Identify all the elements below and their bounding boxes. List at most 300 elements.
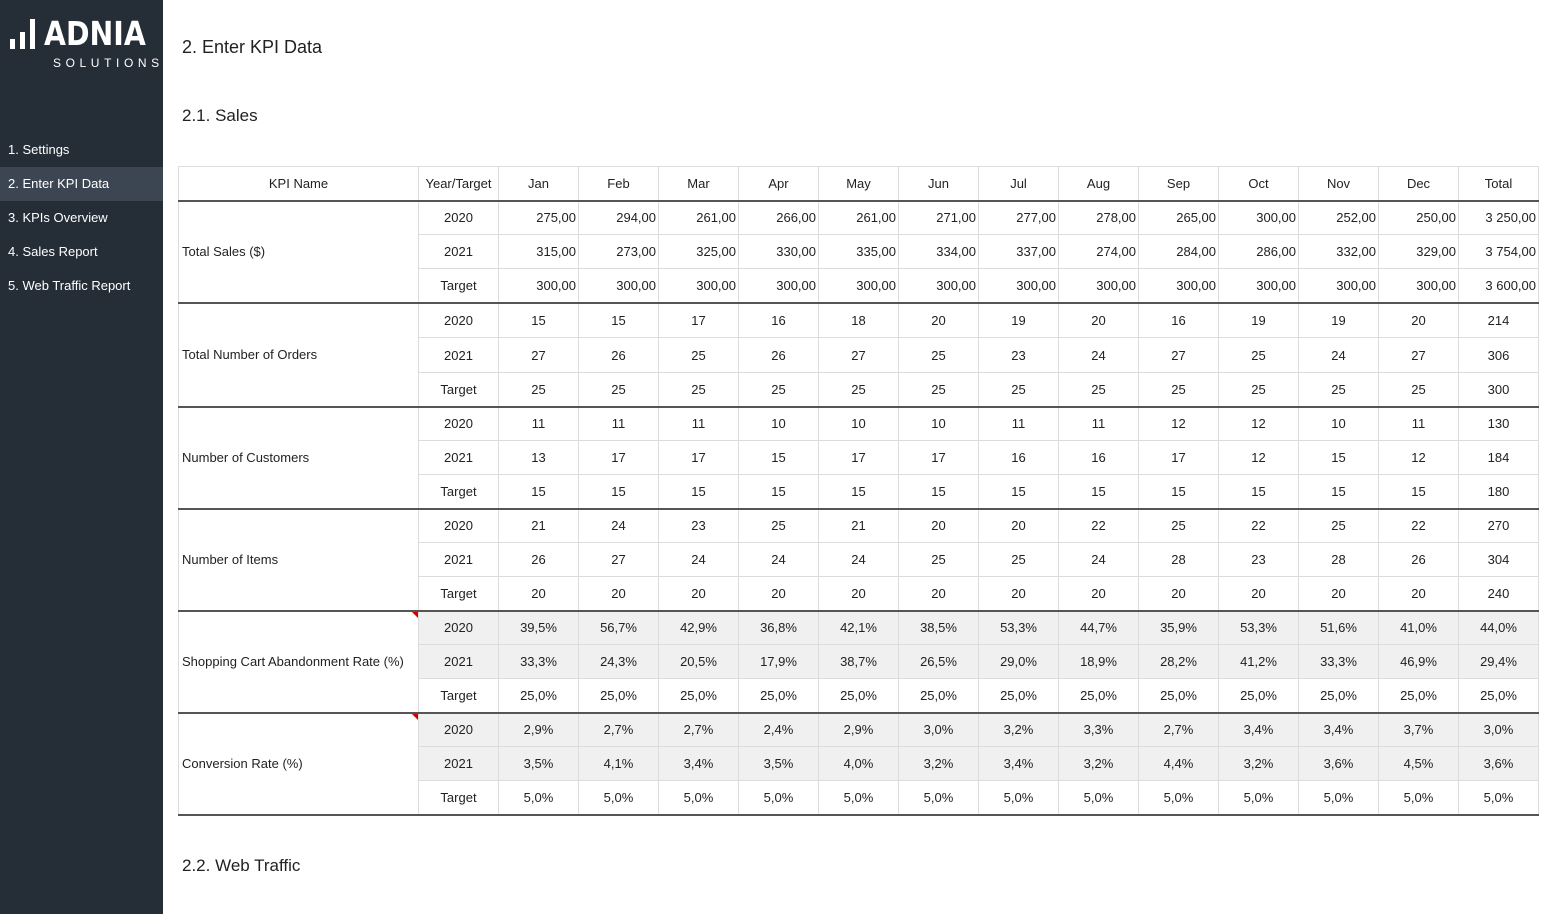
month-value-cell[interactable]: 2,9%	[499, 713, 579, 747]
comment-indicator-icon[interactable]	[412, 612, 418, 618]
month-value-cell[interactable]: 25,0%	[659, 679, 739, 713]
month-value-cell[interactable]: 24	[579, 509, 659, 543]
month-value-cell[interactable]: 250,00	[1379, 201, 1459, 235]
total-cell: 3 250,00	[1459, 201, 1539, 235]
month-value-cell[interactable]: 5,0%	[1219, 781, 1299, 815]
month-value-cell[interactable]: 17	[659, 303, 739, 338]
total-cell: 240	[1459, 577, 1539, 611]
month-value-cell[interactable]: 24	[819, 543, 899, 577]
month-value-cell[interactable]: 300,00	[819, 269, 899, 303]
month-value-cell[interactable]: 2,9%	[819, 713, 899, 747]
month-value-cell[interactable]: 20	[1059, 577, 1139, 611]
month-value-cell[interactable]: 25,0%	[739, 679, 819, 713]
month-value-cell[interactable]: 16	[1139, 303, 1219, 338]
month-value-cell[interactable]: 15	[739, 441, 819, 475]
month-value-cell[interactable]: 25	[1219, 338, 1299, 373]
month-value-cell[interactable]: 12	[1139, 407, 1219, 441]
month-value-cell[interactable]: 25,0%	[979, 679, 1059, 713]
month-value-cell[interactable]: 25	[1219, 373, 1299, 407]
month-value-cell[interactable]: 20	[899, 577, 979, 611]
kpi-name-label: Number of Customers	[182, 450, 310, 465]
month-value-cell[interactable]: 15	[579, 303, 659, 338]
total-cell: 3 600,00	[1459, 269, 1539, 303]
month-value-cell[interactable]: 56,7%	[579, 611, 659, 645]
month-value-cell[interactable]: 22	[1379, 509, 1459, 543]
month-value-cell[interactable]: 300,00	[979, 269, 1059, 303]
month-value-cell[interactable]: 25	[579, 373, 659, 407]
month-value-cell[interactable]: 20	[1379, 303, 1459, 338]
month-value-cell[interactable]: 25,0%	[1299, 679, 1379, 713]
column-header: Dec	[1379, 167, 1459, 201]
month-value-cell[interactable]: 5,0%	[1139, 781, 1219, 815]
month-value-cell[interactable]: 3,4%	[979, 747, 1059, 781]
month-value-cell[interactable]: 27	[819, 338, 899, 373]
month-value-cell[interactable]: 33,3%	[499, 645, 579, 679]
month-value-cell[interactable]: 12	[1219, 407, 1299, 441]
year-target-cell: Target	[419, 475, 499, 509]
logo-subtext: SOLUTIONS	[53, 56, 164, 70]
month-value-cell[interactable]: 3,2%	[1059, 747, 1139, 781]
total-cell: 5,0%	[1459, 781, 1539, 815]
column-header: May	[819, 167, 899, 201]
month-value-cell[interactable]: 26,5%	[899, 645, 979, 679]
year-target-cell: 2020	[419, 303, 499, 338]
month-value-cell[interactable]: 10	[739, 407, 819, 441]
page-title: 2. Enter KPI Data	[182, 37, 323, 57]
month-value-cell[interactable]: 25	[1299, 373, 1379, 407]
month-value-cell[interactable]: 3,4%	[1219, 713, 1299, 747]
month-value-cell[interactable]: 25	[1139, 373, 1219, 407]
month-value-cell[interactable]: 3,7%	[1379, 713, 1459, 747]
month-value-cell[interactable]: 10	[819, 407, 899, 441]
month-value-cell[interactable]: 15	[1299, 441, 1379, 475]
month-value-cell[interactable]: 11	[979, 407, 1059, 441]
month-value-cell[interactable]: 29,0%	[979, 645, 1059, 679]
month-value-cell[interactable]: 25	[899, 373, 979, 407]
month-value-cell[interactable]: 329,00	[1379, 235, 1459, 269]
month-value-cell[interactable]: 278,00	[1059, 201, 1139, 235]
total-cell: 214	[1459, 303, 1539, 338]
month-value-cell[interactable]: 11	[659, 407, 739, 441]
month-value-cell[interactable]: 20	[739, 577, 819, 611]
month-value-cell[interactable]: 5,0%	[1059, 781, 1139, 815]
table-body	[179, 201, 1539, 815]
month-value-cell[interactable]: 42,1%	[819, 611, 899, 645]
month-value-cell[interactable]: 27	[1139, 338, 1219, 373]
month-value-cell[interactable]: 15	[499, 303, 579, 338]
month-value-cell[interactable]: 20	[1059, 303, 1139, 338]
month-value-cell[interactable]: 25,0%	[1219, 679, 1299, 713]
month-value-cell[interactable]: 2,7%	[1139, 713, 1219, 747]
month-value-cell[interactable]: 252,00	[1299, 201, 1379, 235]
month-value-cell[interactable]: 39,5%	[499, 611, 579, 645]
month-value-cell[interactable]: 20	[899, 303, 979, 338]
month-value-cell[interactable]: 17	[659, 441, 739, 475]
month-value-cell[interactable]: 25	[739, 509, 819, 543]
month-value-cell[interactable]: 300,00	[1299, 269, 1379, 303]
table-row	[179, 611, 1539, 645]
section-title-web-traffic: 2.2. Web Traffic	[182, 856, 301, 875]
month-value-cell[interactable]: 4,5%	[1379, 747, 1459, 781]
total-cell: 29,4%	[1459, 645, 1539, 679]
month-value-cell[interactable]: 261,00	[659, 201, 739, 235]
month-value-cell[interactable]: 28	[1139, 543, 1219, 577]
month-value-cell[interactable]: 15	[899, 475, 979, 509]
year-target-cell: 2021	[419, 338, 499, 373]
month-value-cell[interactable]: 3,2%	[899, 747, 979, 781]
month-value-cell[interactable]: 3,0%	[899, 713, 979, 747]
month-value-cell[interactable]: 4,4%	[1139, 747, 1219, 781]
month-value-cell[interactable]: 337,00	[979, 235, 1059, 269]
month-value-cell[interactable]: 26	[739, 338, 819, 373]
month-value-cell[interactable]: 286,00	[1219, 235, 1299, 269]
kpi-name-cell	[179, 201, 419, 303]
column-header: Jan	[499, 167, 579, 201]
column-header: Mar	[659, 167, 739, 201]
month-value-cell[interactable]: 2,7%	[579, 713, 659, 747]
month-value-cell[interactable]: 11	[1059, 407, 1139, 441]
kpi-data-table	[178, 166, 1539, 816]
month-value-cell[interactable]: 5,0%	[659, 781, 739, 815]
table-header-row	[179, 167, 1539, 201]
month-value-cell[interactable]: 3,2%	[1219, 747, 1299, 781]
month-value-cell[interactable]: 25	[819, 373, 899, 407]
month-value-cell[interactable]: 277,00	[979, 201, 1059, 235]
month-value-cell[interactable]: 27	[579, 543, 659, 577]
month-value-cell[interactable]: 42,9%	[659, 611, 739, 645]
month-value-cell[interactable]: 15	[579, 475, 659, 509]
month-value-cell[interactable]: 3,6%	[1299, 747, 1379, 781]
total-cell: 300	[1459, 373, 1539, 407]
kpi-name-cell	[179, 611, 419, 713]
month-value-cell[interactable]: 20	[979, 509, 1059, 543]
month-value-cell[interactable]: 19	[1219, 303, 1299, 338]
month-value-cell[interactable]: 51,6%	[1299, 611, 1379, 645]
month-value-cell[interactable]: 24	[659, 543, 739, 577]
month-value-cell[interactable]: 2,4%	[739, 713, 819, 747]
month-value-cell[interactable]: 20	[899, 509, 979, 543]
month-value-cell[interactable]: 22	[1219, 509, 1299, 543]
column-header: Oct	[1219, 167, 1299, 201]
year-target-cell: 2020	[419, 611, 499, 645]
total-cell: 3 754,00	[1459, 235, 1539, 269]
column-header: Sep	[1139, 167, 1219, 201]
month-value-cell[interactable]: 21	[499, 509, 579, 543]
month-value-cell[interactable]: 15	[499, 475, 579, 509]
month-value-cell[interactable]: 17	[819, 441, 899, 475]
month-value-cell[interactable]: 265,00	[1139, 201, 1219, 235]
month-value-cell[interactable]: 5,0%	[1379, 781, 1459, 815]
kpi-name-label: Shopping Cart Abandonment Rate (%)	[182, 654, 404, 669]
month-value-cell[interactable]: 24	[1299, 338, 1379, 373]
total-cell: 180	[1459, 475, 1539, 509]
table-row	[179, 201, 1539, 235]
month-value-cell[interactable]: 26	[499, 543, 579, 577]
month-value-cell[interactable]: 25	[659, 338, 739, 373]
month-value-cell[interactable]: 300,00	[739, 269, 819, 303]
month-value-cell[interactable]: 275,00	[499, 201, 579, 235]
month-value-cell[interactable]: 15	[1139, 475, 1219, 509]
month-value-cell[interactable]: 23	[659, 509, 739, 543]
month-value-cell[interactable]: 15	[819, 475, 899, 509]
year-target-cell: 2021	[419, 543, 499, 577]
month-value-cell[interactable]: 17	[1139, 441, 1219, 475]
sidebar	[0, 0, 163, 914]
month-value-cell[interactable]: 11	[579, 407, 659, 441]
year-target-cell: 2020	[419, 713, 499, 747]
kpi-name-label: Number of Items	[182, 552, 279, 567]
month-value-cell[interactable]: 20	[1379, 577, 1459, 611]
month-value-cell[interactable]: 17	[899, 441, 979, 475]
month-value-cell[interactable]: 24	[739, 543, 819, 577]
month-value-cell[interactable]: 5,0%	[899, 781, 979, 815]
month-value-cell[interactable]: 24	[1059, 543, 1139, 577]
month-value-cell[interactable]: 19	[979, 303, 1059, 338]
month-value-cell[interactable]: 24	[1059, 338, 1139, 373]
month-value-cell[interactable]: 16	[979, 441, 1059, 475]
month-value-cell[interactable]: 25,0%	[1059, 679, 1139, 713]
month-value-cell[interactable]: 335,00	[819, 235, 899, 269]
month-value-cell[interactable]: 25	[1139, 509, 1219, 543]
month-value-cell[interactable]: 5,0%	[739, 781, 819, 815]
month-value-cell[interactable]: 3,5%	[499, 747, 579, 781]
month-value-cell[interactable]: 300,00	[1219, 201, 1299, 235]
column-header: Year/Target	[419, 167, 499, 201]
month-value-cell[interactable]: 46,9%	[1379, 645, 1459, 679]
month-value-cell[interactable]: 15	[659, 475, 739, 509]
total-cell: 44,0%	[1459, 611, 1539, 645]
month-value-cell[interactable]: 38,7%	[819, 645, 899, 679]
adnia-logo[interactable]	[10, 14, 164, 74]
section-title-sales: 2.1. Sales	[182, 106, 258, 125]
month-value-cell[interactable]: 15	[1379, 475, 1459, 509]
month-value-cell[interactable]: 300,00	[1059, 269, 1139, 303]
year-target-cell: Target	[419, 679, 499, 713]
year-target-cell: Target	[419, 781, 499, 815]
year-target-cell: 2021	[419, 235, 499, 269]
year-target-cell: 2021	[419, 645, 499, 679]
month-value-cell[interactable]: 25,0%	[499, 679, 579, 713]
total-cell: 270	[1459, 509, 1539, 543]
month-value-cell[interactable]: 35,9%	[1139, 611, 1219, 645]
total-cell: 25,0%	[1459, 679, 1539, 713]
month-value-cell[interactable]: 23	[979, 338, 1059, 373]
month-value-cell[interactable]: 5,0%	[1299, 781, 1379, 815]
month-value-cell[interactable]: 261,00	[819, 201, 899, 235]
month-value-cell[interactable]: 20,5%	[659, 645, 739, 679]
kpi-name-cell	[179, 713, 419, 815]
month-value-cell[interactable]: 20	[499, 577, 579, 611]
month-value-cell[interactable]: 23	[1219, 543, 1299, 577]
month-value-cell[interactable]: 330,00	[739, 235, 819, 269]
total-cell: 304	[1459, 543, 1539, 577]
month-value-cell[interactable]: 53,3%	[1219, 611, 1299, 645]
month-value-cell[interactable]: 5,0%	[499, 781, 579, 815]
month-value-cell[interactable]: 12	[1379, 441, 1459, 475]
month-value-cell[interactable]: 25,0%	[899, 679, 979, 713]
month-value-cell[interactable]: 300,00	[579, 269, 659, 303]
month-value-cell[interactable]: 38,5%	[899, 611, 979, 645]
bar-chart-logo-icon	[10, 19, 44, 49]
month-value-cell[interactable]: 17,9%	[739, 645, 819, 679]
month-value-cell[interactable]: 25	[899, 338, 979, 373]
month-value-cell[interactable]: 25	[1059, 373, 1139, 407]
kpi-name-label: Total Sales ($)	[182, 244, 266, 259]
month-value-cell[interactable]: 11	[499, 407, 579, 441]
month-value-cell[interactable]: 26	[1379, 543, 1459, 577]
month-value-cell[interactable]: 25,0%	[819, 679, 899, 713]
sidebar-item-sales-report[interactable]: 4. Sales Report	[8, 244, 98, 259]
year-target-cell: Target	[419, 577, 499, 611]
month-value-cell[interactable]: 300,00	[899, 269, 979, 303]
month-value-cell[interactable]: 332,00	[1299, 235, 1379, 269]
month-value-cell[interactable]: 22	[1059, 509, 1139, 543]
month-value-cell[interactable]: 5,0%	[579, 781, 659, 815]
month-value-cell[interactable]: 21	[819, 509, 899, 543]
total-cell: 3,6%	[1459, 747, 1539, 781]
month-value-cell[interactable]: 20	[1219, 577, 1299, 611]
month-value-cell[interactable]: 3,4%	[659, 747, 739, 781]
month-value-cell[interactable]: 4,1%	[579, 747, 659, 781]
month-value-cell[interactable]: 274,00	[1059, 235, 1139, 269]
month-value-cell[interactable]: 25	[1299, 509, 1379, 543]
kpi-name-label: Total Number of Orders	[182, 347, 318, 362]
total-cell: 3,0%	[1459, 713, 1539, 747]
month-value-cell[interactable]: 20	[979, 577, 1059, 611]
month-value-cell[interactable]: 53,3%	[979, 611, 1059, 645]
month-value-cell[interactable]: 24,3%	[579, 645, 659, 679]
month-value-cell[interactable]: 10	[1299, 407, 1379, 441]
month-value-cell[interactable]: 18	[819, 303, 899, 338]
column-header: Feb	[579, 167, 659, 201]
column-header: Jun	[899, 167, 979, 201]
month-value-cell[interactable]: 13	[499, 441, 579, 475]
column-header: Aug	[1059, 167, 1139, 201]
month-value-cell[interactable]: 25,0%	[1379, 679, 1459, 713]
kpi-name-cell	[179, 407, 419, 509]
year-target-cell: 2021	[419, 441, 499, 475]
month-value-cell[interactable]: 25	[979, 373, 1059, 407]
month-value-cell[interactable]: 300,00	[1219, 269, 1299, 303]
month-value-cell[interactable]: 25,0%	[1139, 679, 1219, 713]
month-value-cell[interactable]: 15	[979, 475, 1059, 509]
month-value-cell[interactable]: 300,00	[659, 269, 739, 303]
kpi-name-cell	[179, 303, 419, 407]
month-value-cell[interactable]: 25	[499, 373, 579, 407]
kpi-name-label: Conversion Rate (%)	[182, 756, 303, 771]
month-value-cell[interactable]: 16	[739, 303, 819, 338]
month-value-cell[interactable]: 41,0%	[1379, 611, 1459, 645]
year-target-cell: 2020	[419, 407, 499, 441]
table-row	[179, 713, 1539, 747]
total-cell: 306	[1459, 338, 1539, 373]
month-value-cell[interactable]: 11	[1379, 407, 1459, 441]
table-row	[179, 303, 1539, 338]
month-value-cell[interactable]: 15	[1299, 475, 1379, 509]
month-value-cell[interactable]: 20	[1139, 577, 1219, 611]
month-value-cell[interactable]: 25	[1379, 373, 1459, 407]
month-value-cell[interactable]: 15	[1219, 475, 1299, 509]
month-value-cell[interactable]: 25	[739, 373, 819, 407]
year-target-cell: Target	[419, 269, 499, 303]
month-value-cell[interactable]: 334,00	[899, 235, 979, 269]
month-value-cell[interactable]: 15	[1059, 475, 1139, 509]
total-cell: 130	[1459, 407, 1539, 441]
month-value-cell[interactable]: 25,0%	[579, 679, 659, 713]
month-value-cell[interactable]: 5,0%	[819, 781, 899, 815]
month-value-cell[interactable]: 25	[899, 543, 979, 577]
year-target-cell: 2020	[419, 201, 499, 235]
month-value-cell[interactable]: 300,00	[1139, 269, 1219, 303]
logo-text: ADNIA	[44, 14, 146, 53]
month-value-cell[interactable]: 28	[1299, 543, 1379, 577]
comment-indicator-icon[interactable]	[412, 714, 418, 720]
month-value-cell[interactable]: 273,00	[579, 235, 659, 269]
month-value-cell[interactable]: 20	[1299, 577, 1379, 611]
month-value-cell[interactable]: 33,3%	[1299, 645, 1379, 679]
month-value-cell[interactable]: 16	[1059, 441, 1139, 475]
month-value-cell[interactable]: 4,0%	[819, 747, 899, 781]
month-value-cell[interactable]: 20	[659, 577, 739, 611]
month-value-cell[interactable]: 3,3%	[1059, 713, 1139, 747]
month-value-cell[interactable]: 325,00	[659, 235, 739, 269]
month-value-cell[interactable]: 271,00	[899, 201, 979, 235]
month-value-cell[interactable]: 17	[579, 441, 659, 475]
sidebar-item-enter-kpi-data[interactable]: 2. Enter KPI Data	[0, 167, 163, 201]
month-value-cell[interactable]: 19	[1299, 303, 1379, 338]
month-value-cell[interactable]: 10	[899, 407, 979, 441]
table-row	[179, 407, 1539, 441]
month-value-cell[interactable]: 26	[579, 338, 659, 373]
year-target-cell: Target	[419, 373, 499, 407]
month-value-cell[interactable]: 294,00	[579, 201, 659, 235]
month-value-cell[interactable]: 3,2%	[979, 713, 1059, 747]
month-value-cell[interactable]: 25	[659, 373, 739, 407]
month-value-cell[interactable]: 266,00	[739, 201, 819, 235]
month-value-cell[interactable]: 36,8%	[739, 611, 819, 645]
total-cell: 184	[1459, 441, 1539, 475]
month-value-cell[interactable]: 284,00	[1139, 235, 1219, 269]
month-value-cell[interactable]: 41,2%	[1219, 645, 1299, 679]
column-header: Nov	[1299, 167, 1379, 201]
year-target-cell: 2020	[419, 509, 499, 543]
month-value-cell[interactable]: 3,4%	[1299, 713, 1379, 747]
column-header: Apr	[739, 167, 819, 201]
month-value-cell[interactable]: 18,9%	[1059, 645, 1139, 679]
month-value-cell[interactable]: 300,00	[1379, 269, 1459, 303]
month-value-cell[interactable]: 12	[1219, 441, 1299, 475]
sidebar-item-kpis-overview[interactable]: 3. KPIs Overview	[8, 210, 108, 225]
column-header: Jul	[979, 167, 1059, 201]
month-value-cell[interactable]: 5,0%	[979, 781, 1059, 815]
month-value-cell[interactable]: 315,00	[499, 235, 579, 269]
sidebar-item-web-traffic-report[interactable]: 5. Web Traffic Report	[8, 278, 131, 293]
sidebar-item-settings[interactable]: 1. Settings	[8, 142, 70, 157]
month-value-cell[interactable]: 3,5%	[739, 747, 819, 781]
table-row	[179, 509, 1539, 543]
month-value-cell[interactable]: 27	[499, 338, 579, 373]
month-value-cell[interactable]: 300,00	[499, 269, 579, 303]
month-value-cell[interactable]: 20	[579, 577, 659, 611]
month-value-cell[interactable]: 44,7%	[1059, 611, 1139, 645]
month-value-cell[interactable]: 28,2%	[1139, 645, 1219, 679]
month-value-cell[interactable]: 25	[979, 543, 1059, 577]
month-value-cell[interactable]: 27	[1379, 338, 1459, 373]
month-value-cell[interactable]: 15	[739, 475, 819, 509]
month-value-cell[interactable]: 2,7%	[659, 713, 739, 747]
month-value-cell[interactable]: 20	[819, 577, 899, 611]
kpi-name-cell	[179, 509, 419, 611]
